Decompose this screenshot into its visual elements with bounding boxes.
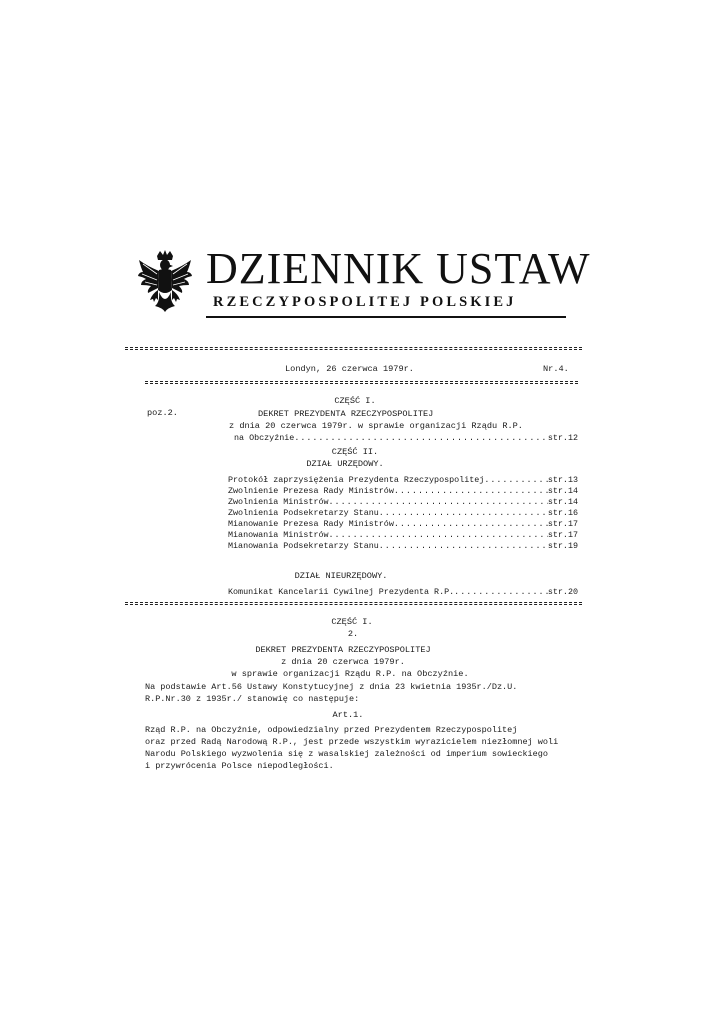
- toc-entry: [228, 530, 578, 541]
- toc-entry-title: Zwolnienie Prezesa Rady Ministrów: [228, 486, 394, 496]
- body-part-heading: CZĘŚĆ I.: [331, 617, 373, 627]
- toc-entry: [228, 475, 578, 486]
- toc-entry-title: Zwolnienia Ministrów: [228, 497, 329, 507]
- toc-entry-page: str.14: [547, 486, 578, 496]
- toc-entry-title: Mianowania Podsekretarzy Stanu: [228, 541, 379, 551]
- body-article-line: oraz przed Radą Narodową R.P., jest przede wszystkim wyrazicielem niezłomnej woli: [145, 737, 559, 747]
- toc-entry-title: na Obczyźnie: [234, 433, 295, 443]
- body-article-line: i przywrócenia Polsce niepodległości.: [145, 761, 334, 771]
- toc-part2-heading: CZĘŚĆ II.: [331, 447, 379, 457]
- toc-part1-heading: CZĘŚĆ I.: [334, 396, 376, 406]
- masthead-title: DZIENNIK USTAW: [206, 244, 591, 293]
- body-article-line: Rząd R.P. na Obczyźnie, odpowiedzialny przed Prezydentem Rzeczypospolitej: [145, 725, 518, 735]
- body-preamble-line: Na podstawie Art.56 Ustawy Konstytucyjnej z dnia 23 kwietnia 1935r./Dz.U.: [145, 682, 518, 692]
- toc-entry-page: str.17: [547, 530, 578, 540]
- masthead-subtitle: RZECZYPOSPOLITEJ POLSKIEJ: [213, 294, 517, 310]
- toc-entry-decree: [234, 433, 578, 444]
- toc-decree-line: z dnia 20 czerwca 1979r. w sprawie organizacji Rządu R.P.: [229, 421, 523, 431]
- toc-entry-title: Komunikat Kancelarii Cywilnej Prezydenta R.P.: [228, 587, 455, 597]
- toc-entry: [228, 508, 578, 519]
- toc-entry-page: str.14: [547, 497, 578, 507]
- separator-double: [145, 381, 578, 384]
- separator-double: [125, 347, 582, 350]
- toc-entry-communique: [228, 587, 578, 598]
- toc-entry-title: Protokół zaprzysiężenia Prezydenta Rzeczypospolitej: [228, 475, 485, 485]
- toc-entry-page: str.12: [547, 433, 578, 443]
- toc-item-pos: poz.2.: [147, 408, 178, 418]
- toc-entry-page: str.13: [547, 475, 578, 485]
- toc-entry-title: Mianowania Ministrów: [228, 530, 329, 540]
- separator-double: [125, 602, 582, 605]
- body-decree-date: z dnia 20 czerwca 1979r.: [281, 657, 405, 667]
- body-article-heading: Art.1.: [332, 710, 364, 720]
- body-number: 2.: [347, 629, 359, 639]
- body-preamble-line: R.P.Nr.30 z 1935r./ stanowię co następuje:: [145, 694, 360, 704]
- toc-decree-line: DEKRET PREZYDENTA RZECZYPOSPOLITEJ: [258, 409, 434, 419]
- toc-entry-title: Zwolnienia Podsekretarzy Stanu: [228, 508, 379, 518]
- toc-entry: [228, 541, 578, 552]
- toc-entry-page: str.20: [547, 587, 578, 597]
- toc-entry-title: Mianowanie Prezesa Rady Ministrów: [228, 519, 394, 529]
- body-decree-title: DEKRET PREZYDENTA RZECZYPOSPOLITEJ: [255, 645, 431, 655]
- issue-date: Londyn, 26 czerwca 1979r.: [285, 364, 414, 374]
- toc-entry: [228, 497, 578, 508]
- toc-entry: [228, 519, 578, 530]
- body-article-line: Narodu Polskiego wyzwolenia się z wasalskiej zależności od imperium sowieckiego: [145, 749, 548, 759]
- toc-entry-page: str.16: [547, 508, 578, 518]
- toc-unofficial-heading: DZIAŁ NIEURZĘDOWY.: [294, 571, 388, 581]
- issue-number: Nr.4.: [543, 364, 569, 374]
- toc-entry-page: str.19: [547, 541, 578, 551]
- polish-eagle-emblem-icon: [137, 250, 193, 312]
- masthead-rule: [206, 316, 566, 318]
- toc-entry: [228, 486, 578, 497]
- body-decree-subject: w sprawie organizacji Rządu R.P. na Obczyźnie.: [231, 669, 469, 679]
- toc-official-heading: DZIAŁ URZĘDOWY.: [306, 459, 384, 469]
- toc-entry-page: str.17: [547, 519, 578, 529]
